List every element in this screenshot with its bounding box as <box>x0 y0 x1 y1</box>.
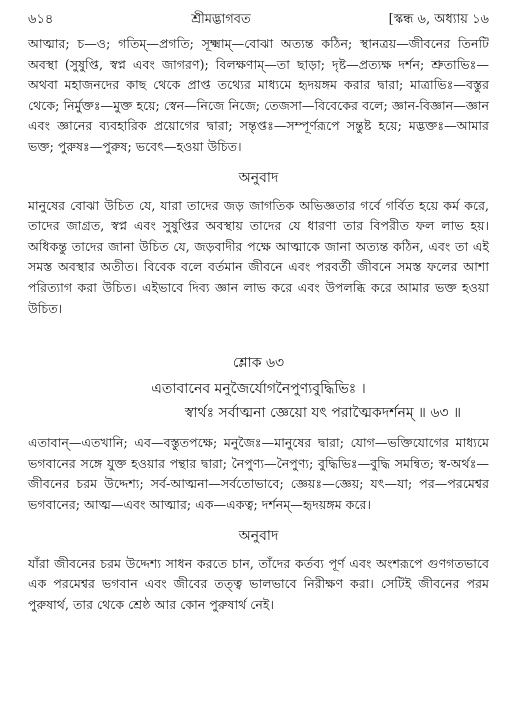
book-title: শ্রীমদ্ভাগবত <box>191 12 251 27</box>
translation-text-1: মানুষের বোঝা উচিত যে, যারা তাদের জড় জাগতিক অভিজ্ঞতার গর্বে গর্বিত হয়ে কর্ম করে, তাদের জাগ্রত, স্বপ্ন এবং সুষুপ্তির অবস্থায় তাদের যে ধারণা তার বিপরীত ফল লাভ হয়। অধিকন্তু তাদের জানা উচিত যে, জড়বাদীর পক্ষে আত্মাকে জানা অত্যন্ত কঠিন, এবং তা এই সমস্ত অবস্থার অতীত। বিবেক বলে বর্তমান জীবনে এবং পরবর্তী জীবনে সমস্ত ফলের আশা পরিত্যাগ করা উচিত। এইভাবে দিব্য জ্ঞান লাভ করে এবং উপলব্ধি করে আমার ভক্ত হওয়া উচিত। <box>28 197 489 316</box>
translation-heading-2: অনুবাদ <box>238 527 279 544</box>
verse-label: শ্লোক ৬৩ <box>232 355 285 372</box>
chapter-reference: [স্কন্ধ ৬, অধ্যায় ১৬ <box>388 12 489 27</box>
verse-line-2: স্বার্থঃ সর্বাত্মনা জ্ঞেয়ো যৎ পরাত্মৈকদর্শনম্ ॥ ৬৩ ॥ <box>184 405 461 422</box>
synonyms-bottom: এতাবান্—এতখানি; এব—বস্তুতপক্ষে; মনুজৈঃ—মানুষের দ্বারা; যোগ—ভক্তিযোগের মাধ্যমে ভগবানের সঙ্গে যুক্ত হওয়ার পন্থার দ্বারা; নৈপুণ্য—নৈপুণ্য; বুদ্ধিভিঃ—বুদ্ধি সমন্বিত; স্ব-অর্থঃ—জীবনের চরম উদ্দেশ্য; সর্ব-আত্মনা—সর্বতোভাবে; জ্ঞেয়ঃ—জ্ঞেয়; যৎ—যা; পর—পরমেশ্বর ভগবানের; আত্ম—এবং আত্মার; এক—একত্ব; দর্শনম্—হৃদয়ঙ্গম করে। <box>28 435 489 512</box>
section-gap <box>28 319 489 349</box>
translation-heading-1: অনুবাদ <box>238 169 279 186</box>
translation-text-2: যাঁরা জীবনের চরম উদ্দেশ্য সাধন করতে চান, তাঁদের কর্তব্য পূর্ণ এবং অংশরূপে গুণগতভাবে এক পরমেশ্বর ভগবান এবং জীবের তত্ত্ব ভালভাবে নিরীক্ষণ করা। সেটিই জীবনের পরম পুরুষার্থ, তার থেকে শ্রেষ্ঠ আর কোন পুরুষার্থ নেই। <box>28 555 489 612</box>
verse-line-1: এতাবানেব মনুজৈর্যোগনৈপুণ্যবুদ্ধিভিঃ । <box>151 381 366 398</box>
page-header <box>28 10 489 34</box>
synonyms-top: আত্মার; চ—ও; গতিম্—প্রগতি; সূক্ষ্মাম্—বোঝা অত্যন্ত কঠিন; স্থানত্রয়—জীবনের তিনটি অবস্থা (সুষুপ্তি, স্বপ্ন এবং জাগরণ); বিলক্ষণাম্—তা ছাড়া; দৃষ্ট—প্রত্যক্ষ দর্শন; শ্রুতাভিঃ—অথবা মহাজনদের কাছ থেকে প্রাপ্ত তথ্যের মাধ্যমে হৃদয়ঙ্গম করার দ্বারা; মাত্রাভিঃ—বস্তুর থেকে; নির্মুক্তঃ—মুক্ত হয়ে; স্বেন—নিজে নিজে; তেজসা—বিবেকের বলে; জ্ঞান-বিজ্ঞান—জ্ঞান এবং জ্ঞানের ব্যবহারিক প্রয়োগের দ্বারা; সন্তৃপ্তঃ—সম্পূর্ণরূপে সন্তুষ্ট হয়ে; মদ্ভক্তঃ—আমার ভক্ত; পুরুষঃ—পুরুষ; ভবেৎ—হওয়া উচিত। <box>28 36 489 154</box>
page-number: ৬১৪ <box>28 12 54 27</box>
